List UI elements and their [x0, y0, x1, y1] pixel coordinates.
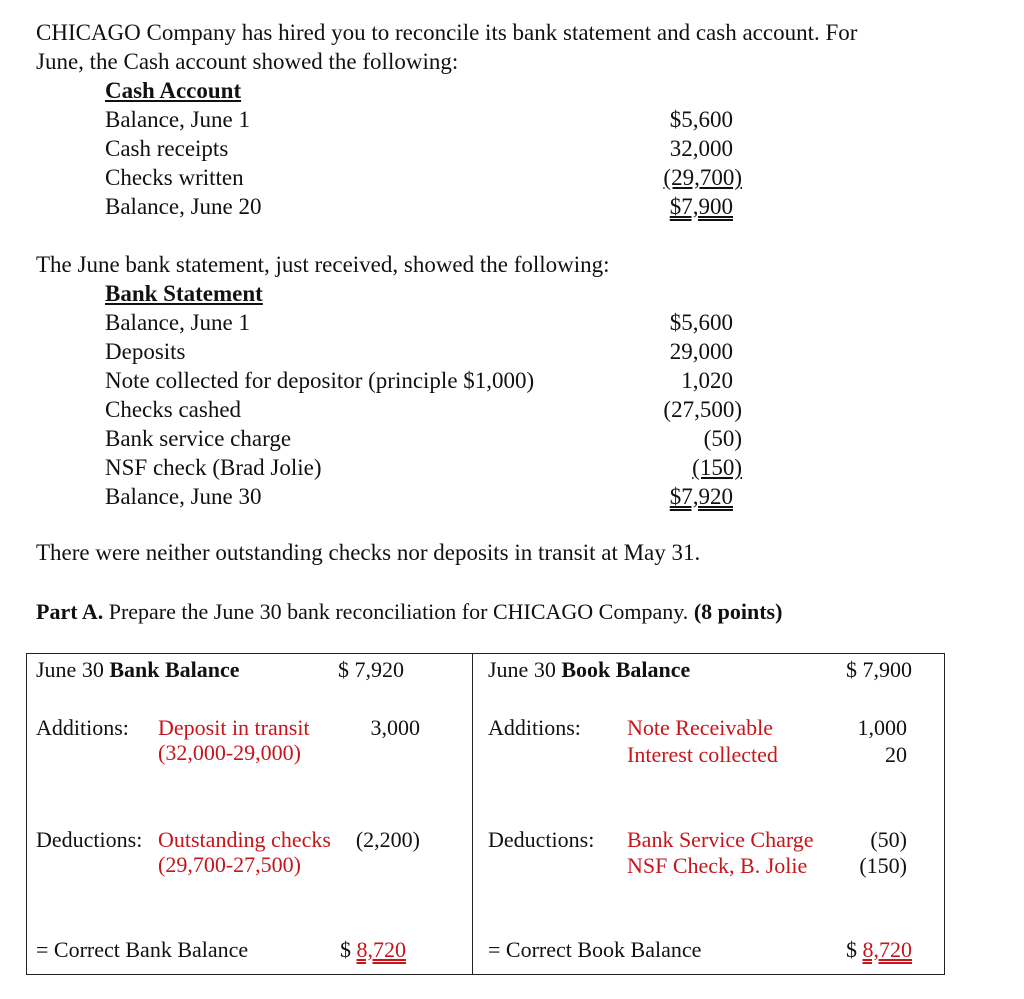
cash-row-label: Cash receipts [105, 136, 229, 161]
book-header-bold: Book Balance [561, 657, 691, 682]
bank-row-value: (150) [692, 455, 742, 480]
bank-deduction-detail: (29,700-27,500) [158, 852, 301, 877]
correct-book-balance [846, 935, 912, 964]
cash-row-label: Checks written [105, 165, 244, 190]
correct-book-prefix: $ [846, 937, 863, 962]
cash-row-label: Balance, June 1 [105, 107, 250, 132]
note-text: There were neither outstanding checks nor deposits in transit at May 31. [36, 540, 701, 565]
bank-addition-detail: (32,000-29,000) [158, 740, 301, 765]
bank-row-label: Bank service charge [105, 426, 292, 451]
cash-row-value: $5,600 [669, 107, 733, 132]
bank-intro: The June bank statement, just received, showed the following: [36, 252, 610, 277]
bank-header-prefix: June 30 [36, 657, 110, 682]
cash-account-title: Cash Account [105, 78, 242, 103]
cash-row-value: (29,700) [663, 165, 742, 190]
bank-statement-title: Bank Statement [105, 281, 263, 306]
reconciliation-divider [472, 653, 473, 975]
part-a-instruction [36, 597, 782, 626]
part-a-text: Prepare the June 30 bank reconciliation for CHICAGO Company. [103, 599, 689, 624]
bank-row-value: $5,600 [669, 310, 733, 335]
book-deductions-label: Deductions: [488, 827, 595, 852]
correct-bank-balance [340, 935, 406, 964]
bank-addition-item: Deposit in transit [158, 715, 310, 740]
book-deduction-value: (50) [870, 827, 907, 852]
bank-row-label: Deposits [105, 339, 186, 364]
part-a-label: Part A. [36, 599, 104, 624]
bank-row-label: Note collected for depositor (principle $1,000) [105, 368, 535, 393]
bank-balance-header [36, 655, 240, 684]
correct-book-balance-label: = Correct Book Balance [488, 937, 702, 962]
bank-row-value: 29,000 [669, 339, 733, 364]
book-deduction-item: NSF Check, B. Jolie [627, 853, 808, 878]
book-deduction-item: Bank Service Charge [627, 827, 814, 852]
cash-row-value: $7,900 [669, 194, 733, 219]
bank-balance-value: $ 7,920 [338, 657, 404, 682]
bank-row-label: NSF check (Brad Jolie) [105, 455, 322, 480]
book-addition-value: 20 [885, 742, 907, 767]
book-balance-value: $ 7,900 [846, 657, 912, 682]
reconciliation-table [26, 653, 945, 975]
correct-bank-balance-label: = Correct Bank Balance [36, 937, 249, 962]
bank-deduction-item: Outstanding checks [158, 827, 331, 852]
book-addition-item: Interest collected [627, 742, 778, 767]
book-addition-value: 1,000 [857, 715, 907, 740]
bank-deductions-label: Deductions: [36, 827, 143, 852]
bank-addition-value: 3,000 [370, 715, 420, 740]
bank-row-value: (50) [703, 426, 742, 451]
correct-bank-prefix: $ [340, 937, 357, 962]
correct-book-value: 8,720 [862, 937, 912, 962]
book-balance-header [488, 655, 690, 684]
book-header-prefix: June 30 [488, 657, 562, 682]
bank-row-value: 1,020 [681, 368, 733, 393]
cash-row-value: 32,000 [669, 136, 733, 161]
book-additions-label: Additions: [488, 715, 581, 740]
book-deduction-value: (150) [859, 853, 907, 878]
bank-header-bold: Bank Balance [109, 657, 240, 682]
cash-row-label: Balance, June 20 [105, 194, 262, 219]
intro-line-2: June, the Cash account showed the following: [36, 49, 459, 74]
bank-additions-label: Additions: [36, 715, 129, 740]
part-a-points: (8 points) [693, 599, 783, 624]
bank-row-label: Balance, June 1 [105, 310, 250, 335]
bank-row-label: Balance, June 30 [105, 484, 262, 509]
correct-bank-value: 8,720 [356, 937, 406, 962]
bank-row-label: Checks cashed [105, 397, 242, 422]
bank-row-value: (27,500) [663, 397, 742, 422]
bank-deduction-value: (2,200) [355, 827, 420, 852]
intro-line-1: CHICAGO Company has hired you to reconcile its bank statement and cash account. For [36, 20, 858, 45]
bank-row-value: $7,920 [669, 484, 733, 509]
book-addition-item: Note Receivable [627, 715, 773, 740]
